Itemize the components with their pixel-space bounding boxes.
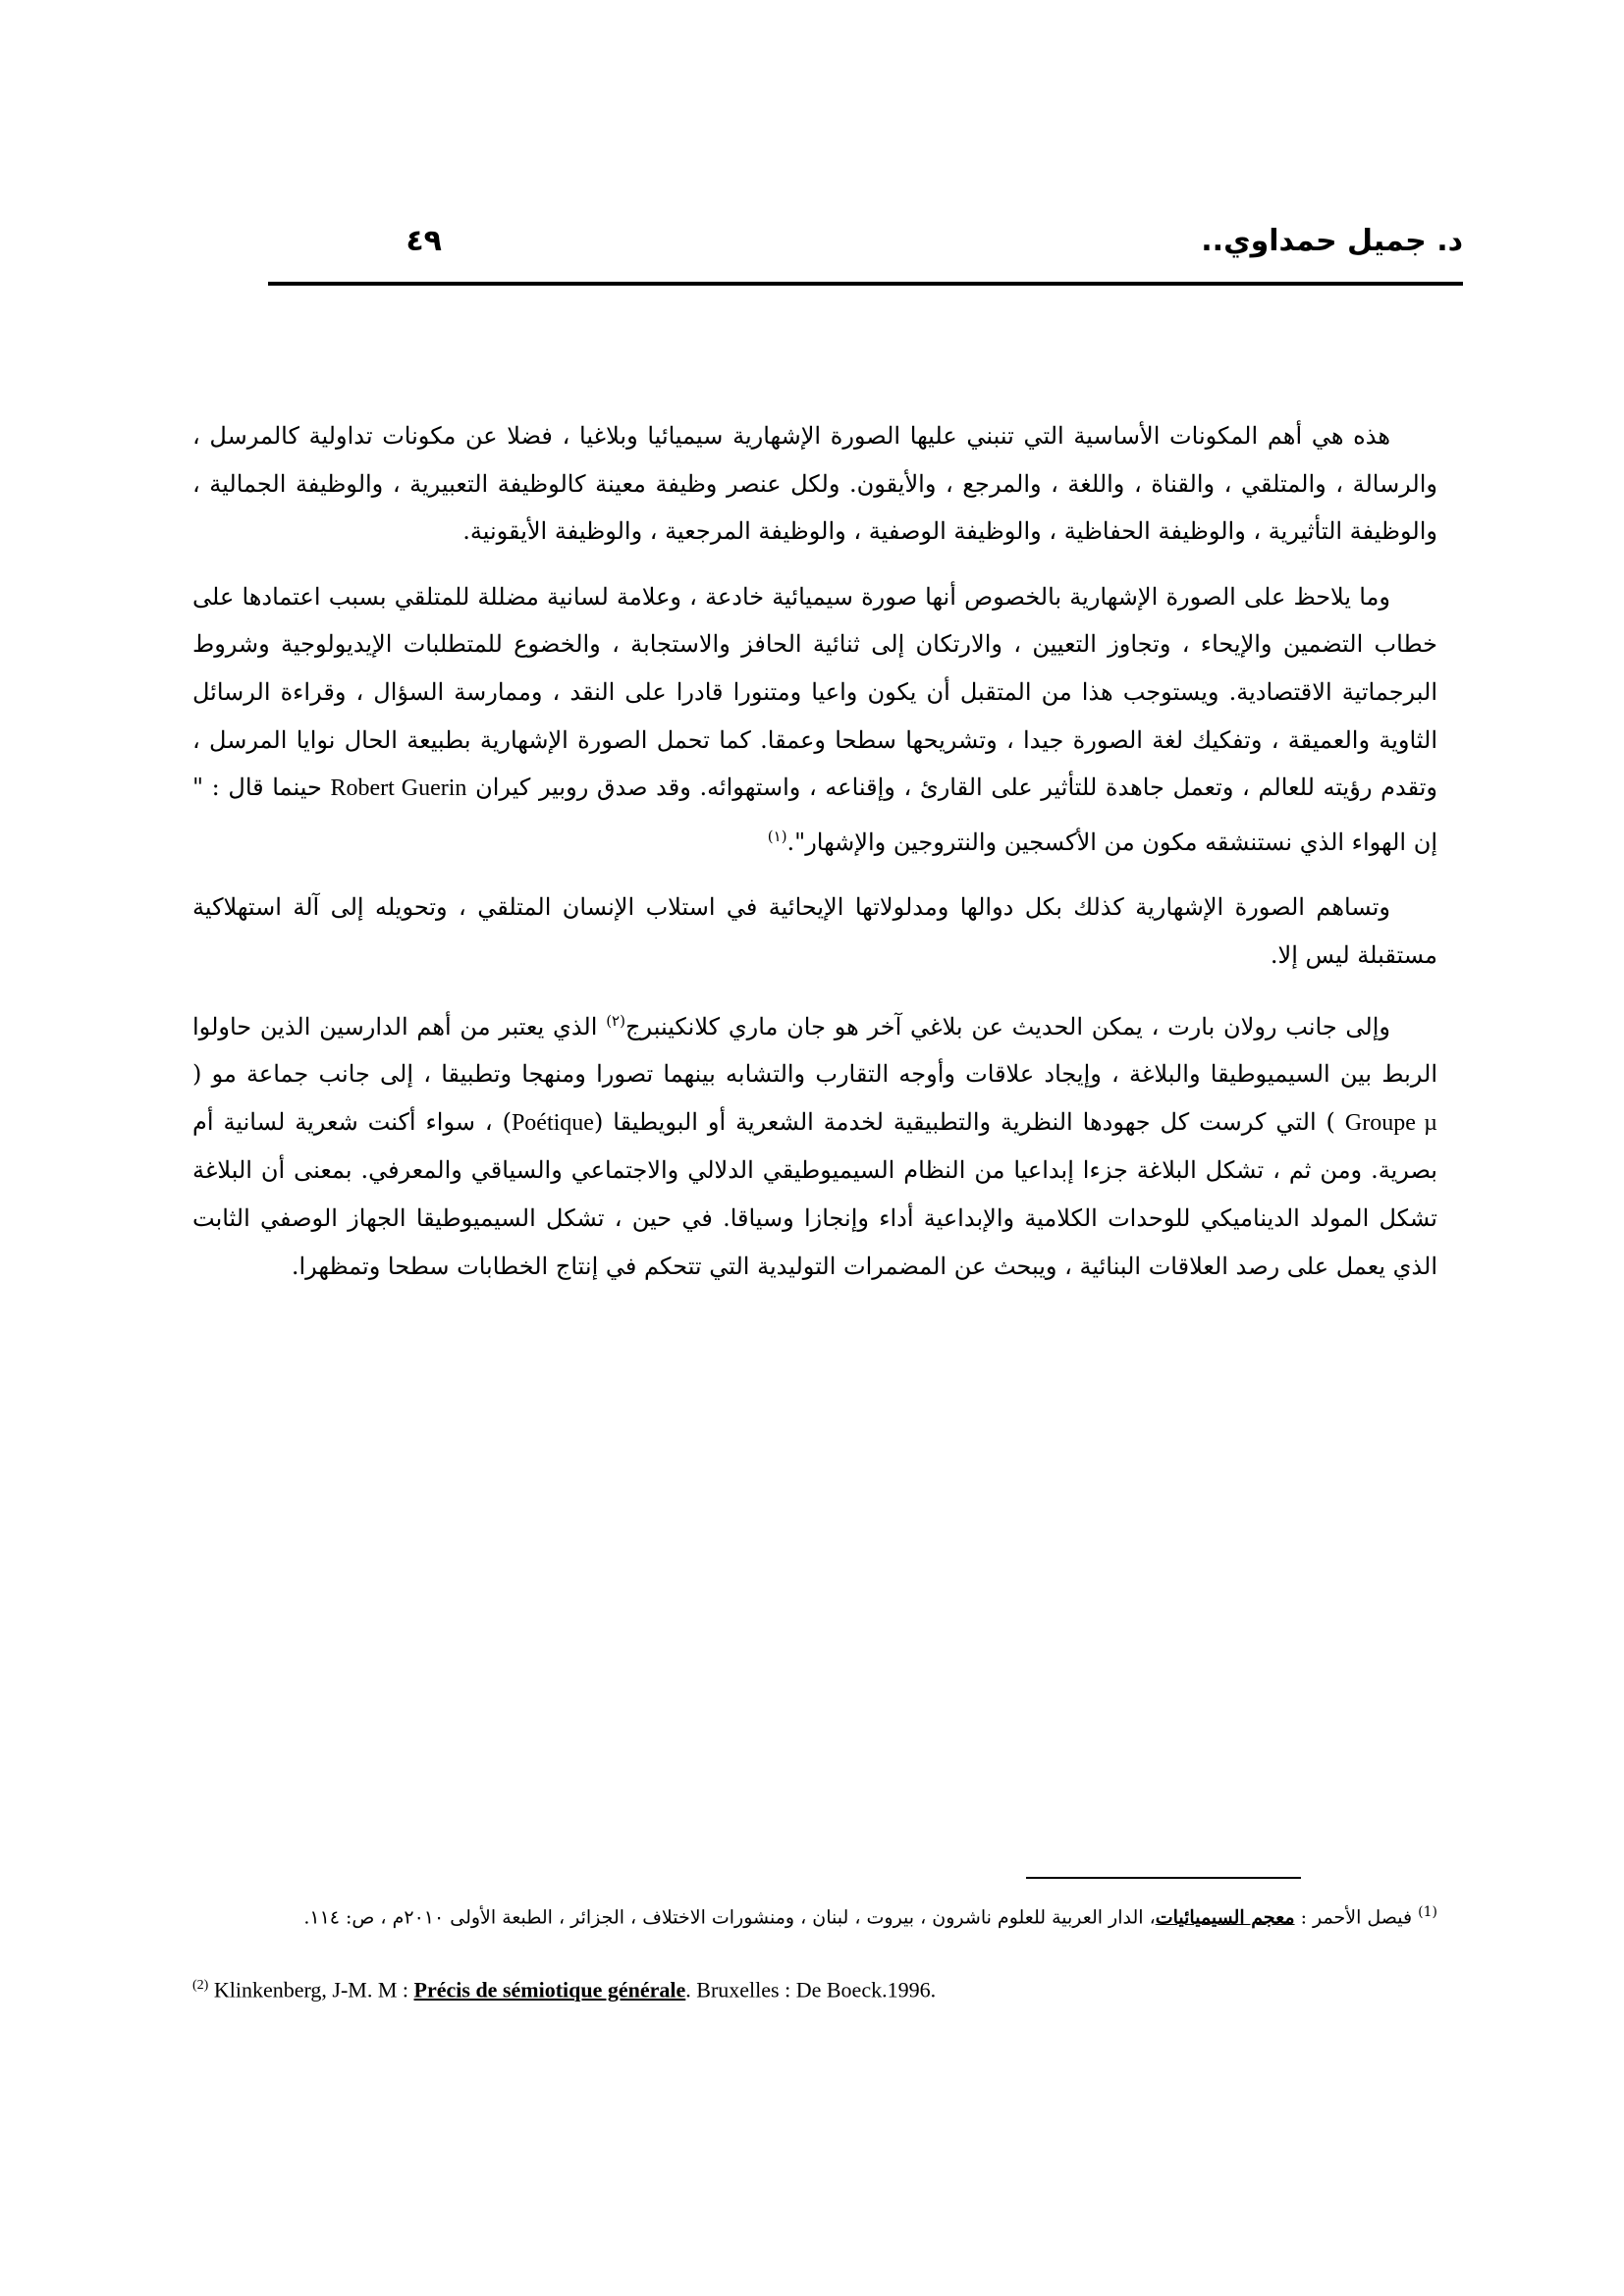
footnotes bbox=[192, 1895, 1437, 2002]
footnote-2-title: Précis de sémiotique générale bbox=[413, 1977, 686, 2002]
paragraph-4 bbox=[192, 997, 1437, 1291]
paragraph-3 bbox=[192, 883, 1437, 979]
footnote-1 bbox=[192, 1895, 1437, 1936]
footnote-2-marker: (2) bbox=[192, 1978, 209, 1993]
paragraph-4-text-c: ) التي كرست كل جهودها النظرية والتطبيقية لخدمة الشعرية أو البويطيقا ( bbox=[593, 1107, 1335, 1136]
paragraph-4-text-d: ) ، سواء أكنت شعرية لسانية أم بصرية. ومن ثم ، تشكل البلاغة جزءا إبداعيا من النظام السيميوطيقي الدلالي والاجتماعي والسياقي والمعرفي. بمعنى أن البلاغة تشكل المولد الديناميكي للوحدات الكلامية والإبداعية أداء وإنجازا وسياقا. في حين ، تشكل السيميوطيقا الجهاز الوصفي الثابت الذي يعمل على رصد العلاقات البنائية ، ويبحث عن المضمرات التوليدية التي تتحكم في إنتاج الخطابات سطحا وتمظهرا. bbox=[192, 1107, 1437, 1280]
footnote-1-marker: (1) bbox=[1418, 1904, 1437, 1920]
footnote-2-author: Klinkenberg, J-M. M : bbox=[213, 1977, 409, 2002]
paragraph-1 bbox=[192, 412, 1437, 556]
paragraph-3-text: وتساهم الصورة الإشهارية كذلك بكل دوالها ومدلولاتها الإيحائية في استلاب الإنسان المتلقي ، وتحويله إلى آلة استهلاكية مستقبلة ليس إلا. bbox=[192, 893, 1437, 969]
header-rule bbox=[268, 282, 1463, 286]
header-author: د. جميل حمداوي.. bbox=[1201, 224, 1463, 258]
footnote-1-title: معجم السيميائيات bbox=[1155, 1906, 1295, 1929]
paragraph-4-text-b: الذي يعتبر من أهم الدارسين الذين حاولوا الربط بين السيميوطيقا والبلاغة ، وإيجاد علاقات وأوجه التقارب والتشابه بينهما تصورا ومنهجا وتطبيقا ، إلى جانب جماعة مو ( bbox=[192, 1012, 1437, 1089]
footnote-1-details: ، الدار العربية للعلوم ناشرون ، بيروت ، لبنان ، ومنشورات الاختلاف ، الجزائر ، الطبعة الأولى ٢٠١٠م ، ص: ١١٤. bbox=[303, 1906, 1156, 1929]
footnote-rule bbox=[1026, 1877, 1301, 1879]
paragraph-4-text-a: وإلى جانب رولان بارت ، يمكن الحديث عن بلاغي آخر هو جان ماري كلانكينبرج bbox=[624, 1012, 1390, 1041]
running-header bbox=[187, 210, 1463, 279]
footnote-2 bbox=[192, 1967, 936, 2007]
footnote-1-author: فيصل الأحمر : bbox=[1300, 1906, 1413, 1929]
paragraph-2-text-a: وما يلاحظ على الصورة الإشهارية بالخصوص أنها صورة سيميائية خادعة ، وعلامة لسانية مضللة للمتلقي بسبب اعتمادها على خطاب التضمين والإيحاء ، وتجاوز التعيين ، والارتكان إلى ثنائية الحافز والاستجابة ، والخضوع للمتطلبات الإيديولوجية وشروط البرجماتية الاقتصادية. ويستوجب هذا من المتقبل أن يكون واعيا ومتنورا قادرا على النقد ، وممارسة السؤال ، وقراءة الرسائل الثاوية والعميقة ، وتفكيك لغة الصورة جيدا ، وتشريحها سطحا وعمقا. كما تحمل الصورة الإشهارية بطبيعة الحال نوايا المرسل ، وتقدم رؤيته للعالم ، وتعمل جاهدة للتأثير على القارئ ، وإقناعه ، واستهوائه. وقد صدق روبير كيران bbox=[192, 582, 1438, 802]
paragraph-2 bbox=[192, 573, 1437, 867]
paragraph-2-text-b: حينما قال : " إن الهواء الذي نستنشقه مكون من الأكسجين والنتروجين والإشهار". bbox=[192, 774, 1437, 856]
body-text bbox=[192, 412, 1437, 1308]
footnote-ref-2[interactable]: (٢) bbox=[606, 1011, 625, 1030]
latin-term-poetique: Poétique bbox=[511, 1109, 594, 1136]
paragraph-1-text: هذه هي أهم المكونات الأساسية التي تنبني عليها الصورة الإشهارية سيميائيا وبلاغيا ، فضلا عن مكونات تداولية كالمرسل ، والرسالة ، والمتلقي ، والقناة ، واللغة ، والمرجع ، والأيقون. ولكل عنصر وظيفة معينة كالوظيفة التعبيرية ، والوظيفة الجمالية ، والوظيفة التأثيرية ، والوظيفة الحفاظية ، والوظيفة الوصفية ، والوظيفة المرجعية ، والوظيفة الأيقونية. bbox=[192, 422, 1437, 546]
latin-name-robert-guerin: Robert Guerin bbox=[330, 775, 467, 802]
footnote-ref-1[interactable]: (١) bbox=[767, 827, 787, 845]
latin-term-groupe-mu: Groupe µ bbox=[1344, 1109, 1437, 1136]
page-number: ٤٩ bbox=[406, 224, 442, 258]
footnote-2-details: . Bruxelles : De Boeck.1996. bbox=[685, 1977, 937, 2002]
